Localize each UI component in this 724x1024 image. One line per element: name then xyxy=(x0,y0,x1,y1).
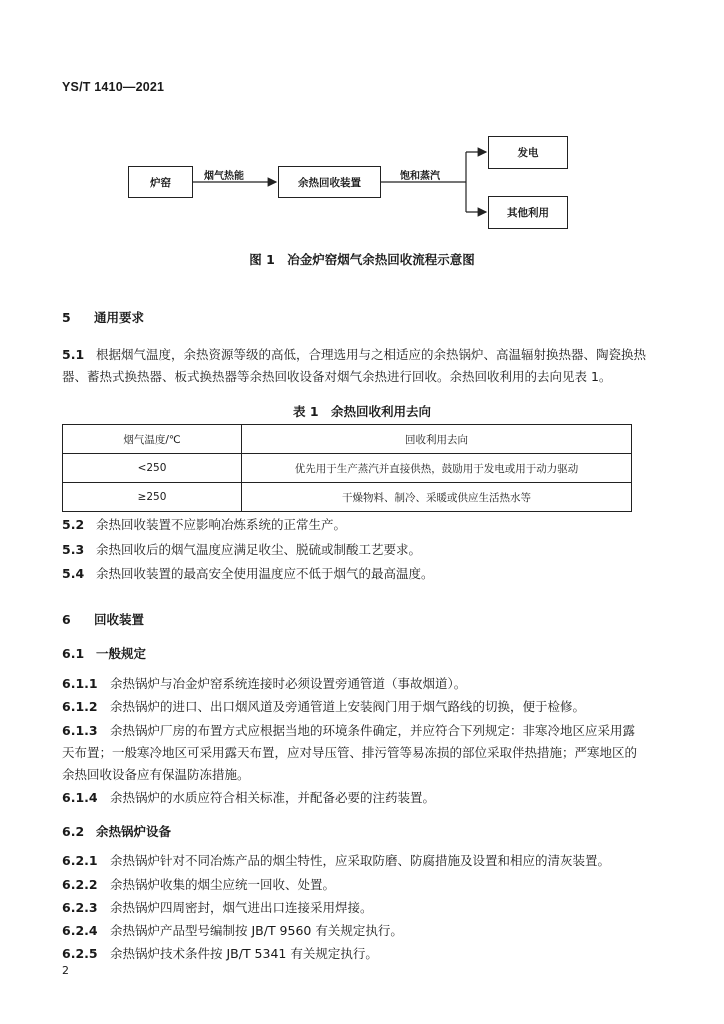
clause-6-2-4: 6.2.4 余热锅炉产品型号编制按 JB/T 9560 有关规定执行。 xyxy=(62,923,403,938)
clause-6-1-3: 6.1.3 余热锅炉厂房的布置方式应根据当地的环境条件确定，并应符合下列规定：非寒冷地区应采用露 天布置；一般寒冷地区可采用露天布置，应对导压管、排污管等易冻损的部位采取伴热措施；严寒地区的 余热回收设备应有保温防冻措施。 xyxy=(62,723,638,782)
figure-caption: 图 1 冶金炉窑烟气余热回收流程示意图 xyxy=(249,252,475,267)
table-cell: ≥250 xyxy=(63,483,242,512)
clause-6-1-1: 6.1.1 余热锅炉与冶金炉窑系统连接时必须设置旁通管道（事故烟道）。 xyxy=(62,676,467,691)
page-number: 2 xyxy=(62,964,69,977)
table-header-row xyxy=(63,425,632,454)
clause-6-1-2: 6.1.2 余热锅炉的进口、出口烟风道及旁通管道上安装阀门用于烟气路线的切换，便于检修。 xyxy=(62,699,586,714)
clause-6-1-4: 6.1.4 余热锅炉的水质应符合相关标准，并配备必要的注药装置。 xyxy=(62,790,436,805)
subsection-6-2-heading: 6.2 余热锅炉设备 xyxy=(62,824,172,839)
clause-6-2-2: 6.2.2 余热锅炉收集的烟尘应统一回收、处置。 xyxy=(62,877,336,892)
section-5-heading: 5 通用要求 xyxy=(62,310,145,325)
table-caption: 表 1 余热回收利用去向 xyxy=(292,404,432,419)
edge-label-flue-heat: 烟气热能 xyxy=(204,171,244,182)
clause-5-3: 5.3 余热回收后的烟气温度应满足收尘、脱硫或制酸工艺要求。 xyxy=(62,542,422,557)
flow-diagram-connectors xyxy=(0,0,724,240)
clause-5-1: 5.1 根据烟气温度，余热资源等级的高低，合理选用与之相适应的余热锅炉、高温辐射换热器、陶瓷换热 器、蓄热式换热器、板式换热器等余热回收设备对烟气余热进行回收。余热回收利用的去向见表 1。 xyxy=(62,347,647,384)
table-cell: <250 xyxy=(63,454,242,483)
table-cell: 优先用于生产蒸汽并直接供热，鼓励用于发电或用于动力驱动 xyxy=(242,454,632,483)
clause-5-4: 5.4 余热回收装置的最高安全使用温度应不低于烟气的最高温度。 xyxy=(62,566,434,581)
clause-6-2-5: 6.2.5 余热锅炉技术条件按 JB/T 5341 有关规定执行。 xyxy=(62,946,378,961)
clause-5-2: 5.2 余热回收装置不应影响冶炼系统的正常生产。 xyxy=(62,517,347,532)
table-row xyxy=(63,454,632,483)
node-power-generation: 发电 xyxy=(488,136,568,169)
section-6-heading: 6 回收装置 xyxy=(62,612,145,627)
node-kiln: 炉窑 xyxy=(128,166,193,198)
table-header-cell: 烟气温度/℃ xyxy=(63,425,242,454)
standard-number: YS/T 1410—2021 xyxy=(62,80,165,94)
clause-6-2-1: 6.2.1 余热锅炉针对不同冶炼产品的烟尘特性，应采取防磨、防腐措施及设置和相应的清灰装置。 xyxy=(62,853,611,868)
flow-diagram xyxy=(0,0,724,240)
table-cell: 干燥物料、制冷、采暖或供应生活热水等 xyxy=(242,483,632,512)
table-header-cell: 回收利用去向 xyxy=(242,425,632,454)
node-recovery-device: 余热回收装置 xyxy=(278,166,381,198)
edge-label-saturated-steam: 饱和蒸汽 xyxy=(400,171,440,182)
subsection-6-1-heading: 6.1 一般规定 xyxy=(62,646,147,661)
node-other-use: 其他利用 xyxy=(488,196,568,229)
recovery-use-table xyxy=(62,424,632,512)
table-row xyxy=(63,483,632,512)
clause-6-2-3: 6.2.3 余热锅炉四周密封，烟气进出口连接采用焊接。 xyxy=(62,900,373,915)
